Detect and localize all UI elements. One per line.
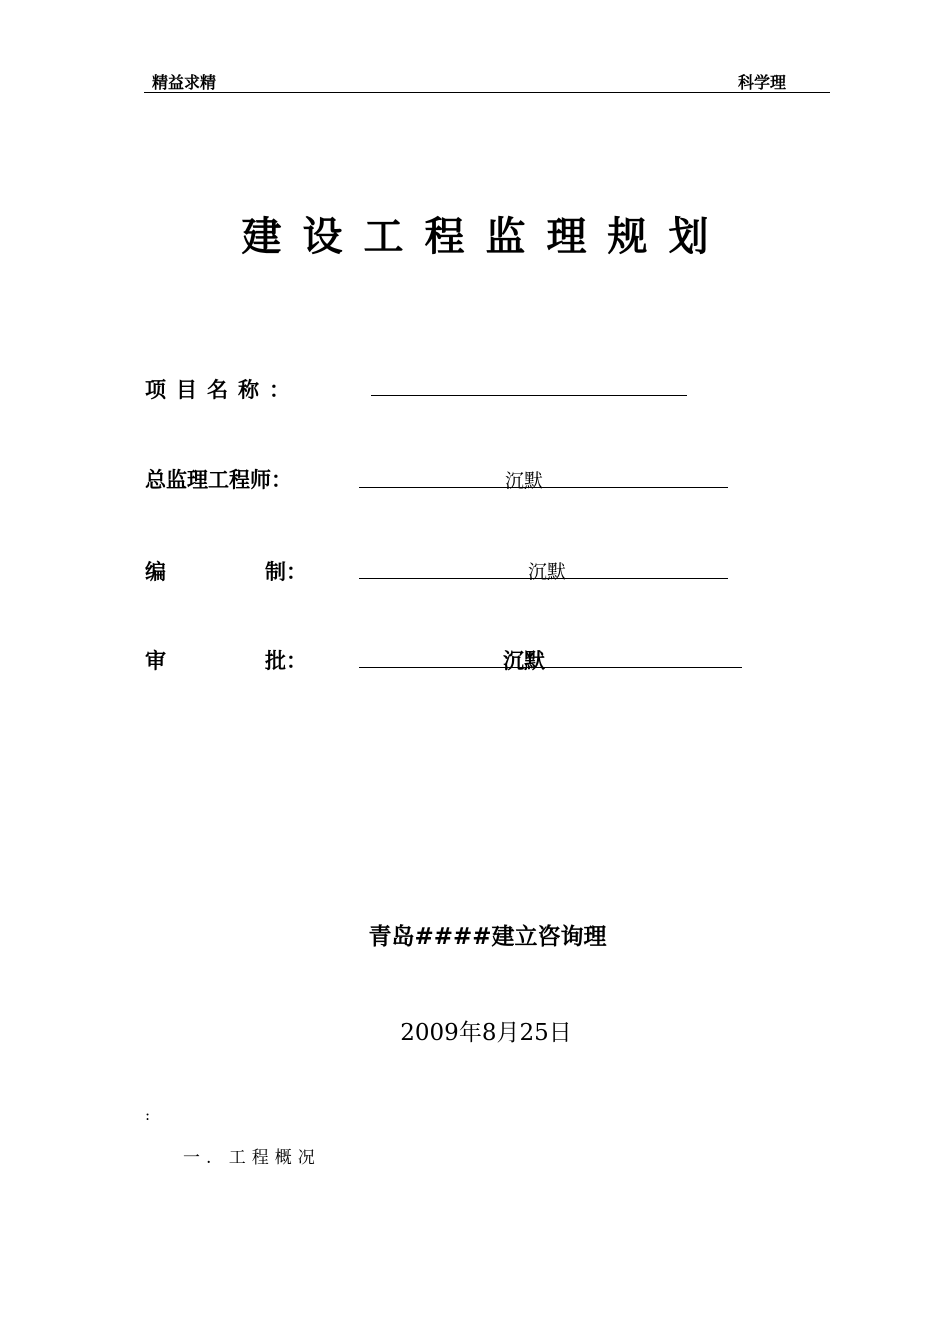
- compiled-by-underline: [359, 578, 728, 579]
- approved-by-label-end: 批：: [265, 648, 307, 673]
- compiled-by-value: 沉默: [528, 561, 567, 583]
- document-date: 2009年8月25日: [400, 1020, 572, 1046]
- approved-by-underline: [359, 667, 742, 668]
- chief-engineer-value: 沉默: [505, 470, 544, 492]
- document-title: 建设工程监理规划: [241, 213, 730, 260]
- project-name-label: 项目名称：: [145, 377, 300, 402]
- stray-colon: :: [145, 1106, 151, 1124]
- header-left-text: 精益求精: [152, 73, 217, 92]
- header-rule: [144, 92, 830, 93]
- approved-by-value: 沉默: [503, 648, 545, 673]
- chief-engineer-label: 总监理工程师：: [145, 467, 292, 492]
- compiled-by-label-end: 制：: [265, 559, 307, 584]
- section-heading: 一. 工程概况: [183, 1148, 321, 1168]
- chief-engineer-underline: [359, 487, 728, 488]
- compiled-by-label-start: 编: [145, 559, 166, 584]
- project-name-underline: [371, 395, 687, 396]
- company-name: 青岛####建立咨询理: [368, 923, 607, 950]
- approved-by-label-start: 审: [145, 648, 166, 673]
- header-right-text: 科学理: [738, 73, 787, 92]
